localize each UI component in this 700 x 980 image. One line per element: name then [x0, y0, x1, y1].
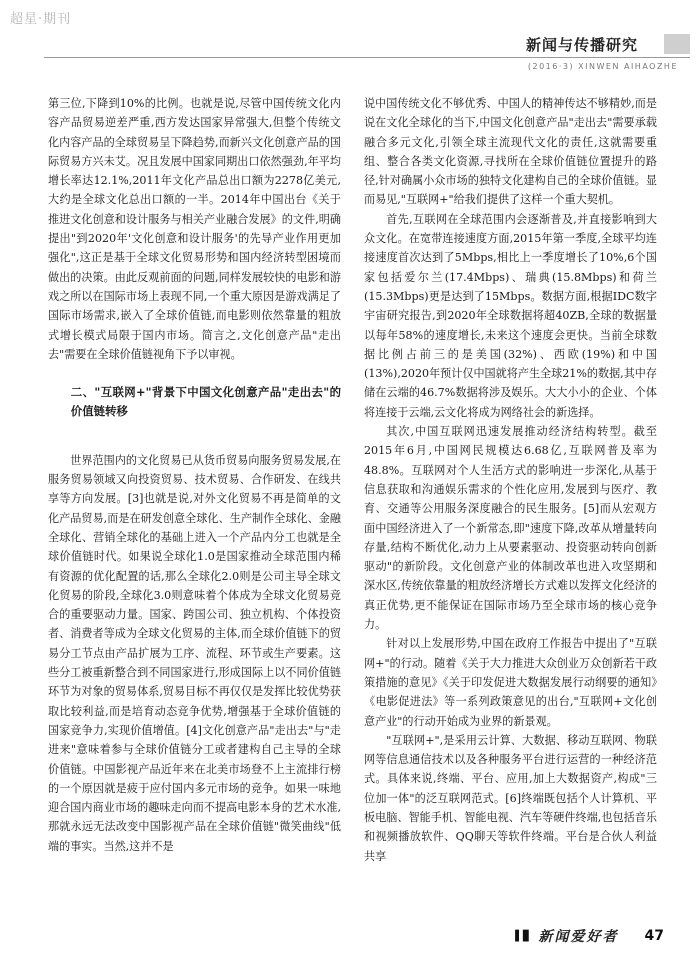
left-column: [48, 94, 341, 856]
paragraph: 其次,中国互联网迅速发展推动经济结构转型。截至2015年6月,中国网民规模达6.68亿,互联网普及率为48.8%。互联网对个人生活方式的影响进一步深化,从基于信息获取和沟通娱乐需求的个性化应用,发展到与医疗、教育、交通等公用服务深度融合的民生服务。[5]而从宏观方面中国经济进入了一个新常态,即"速度下降,改革从增量转向存量,结构不断优化,动力上从要素驱动、投资驱动转向创新驱动"的新阶段。文化创意产业的体制改革也进入攻坚期和深水区,传统依靠量的粗放经济增长方式难以发挥文化经济的真正优势,更不能保证在国际市场乃至全球市场的核心竞争力。: [364, 425, 657, 632]
journal-brand: 超星·期刊: [10, 12, 72, 27]
page-number: 47: [644, 928, 664, 944]
journal-title: 新闻与传播研究: [525, 36, 638, 54]
paragraph: "互联网+",是采用云计算、大数据、移动互联网、物联网等信息通信技术以及各种服务平台进行运营的一种经济范式。具体来说,终端、平台、应用,加上大数据资产,构成"三位加一体"的泛互联网范式。[6]终端既包括个人计算机、平板电脑、智能手机、智能电视、汽车等硬件终端,也包括音乐和视频播放软件、QQ聊天等软件终端。平台是合伙人利益共享: [364, 733, 657, 863]
section-heading: 二、"互联网+"背景下中国文化创意产品"走出去"的价值链转移: [70, 385, 341, 419]
header-decoration: [664, 34, 690, 54]
header-rule: [44, 57, 690, 58]
paragraph: 世界范围内的文化贸易已从货币贸易向服务贸易发展,在服务贸易领域又向投资贸易、技术贸易、合作研发、在线共享等方向发展。[3]也就是说,对外文化贸易不再是简单的文化产品贸易,而是在研发创意全球化、生产制作全球化、金融全球化、营销全球化的基础上进入一个产品内分工也就是全球价值链时代。如果说全球化1.0是国家推动全球范围内稀有资源的优化配置的话,那么全球化2.0则是公司主导全球文化贸易的阶段,全球化3.0则意味着个体成为全球文化贸易竞合的重要驱动力量。国家、跨国公司、独立机构、个体投资者、消费者等成为全球文化贸易的主体,而全球价值链下的贸易分工节点由产品扩展为工序、流程、环节或生产要素。这些分工被重新整合到不同国家进行,形成国际上以不同价值链环节为对象的贸易体系,贸易目标不再仅仅是发挥比较优势获取比较利益,而是培育动态竞争优势,增强基于全球价值链的国家竞争力,实现价值增值。[4]文化创意产品"走出去"与"走进来"意味着参与全球价值链分工或者建构自己主导的全球价值链。中国影视产品近年来在北美市场登不上主流排行榜的一个原因就是疲于应付国内多元市场的竞争。如果一味地迎合国内商业市场的趣味走向而不提高电影本身的艺术水准,那就永远无法改变中国影视产品在全球价值链"微笑曲线"低端的事实。当然,这并不是: [48, 453, 341, 853]
page-footer: [515, 926, 664, 946]
magazine-mark-icon: ▌▊: [515, 930, 531, 942]
paragraph: 首先,互联网在全球范围内会逐渐普及,并直接影响到大众文化。在宽带连接速度方面,2015年第一季度,全球平均连接速度首次达到了5Mbps,相比上一季度增长了10%,6个国家包括爱尔兰(17.4Mbps)、瑞典(15.8Mbps)和荷兰(15.3Mbps)更是达到了15Mbps。数据方面,根据IDC数字宇宙研究报告,到2020年全球数据将超40ZB,全球的数据量以每年58%的速度增长,未来这个速度会更快。当前全球数据比例占前三的是美国(32%)、西欧(19%)和中国(13%),2020年预计仅中国就将产生全球21%的数据,其中存储在云端的46.7%数据将涉及娱乐。大大小小的企业、个体将连接于云端,云文化将成为网络社会的新选择。: [364, 212, 657, 419]
paragraph: 第三位,下降到10%的比例。也就是说,尽管中国传统文化内容产品贸易逆差严重,西方发达国家异常强大,但整个传统文化内容产品的全球贸易呈下降趋势,而新兴文化创意产品的国际贸易方兴未艾。况且发展中国家同期出口依然强劲,年平均增长率达12.1%,2011年文化产品总出口额为2278亿美元,大约是全球文化总出口额的一半。2014年中国出台《关于推进文化创意和设计服务与相关产业融合发展》的文件,明确提出"到2020年'文化创意和设计服务'的先导产业作用更加强化",这正是基于全球文化贸易形势和国内经济转型困境而做出的决策。由此反观前面的问题,同样发展较快的电影和游戏之所以在国际市场上表现不同,一个重大原因是游戏满足了国际市场需求,嵌入了全球价值链,而电影则依然靠量的粗放式增长模式局限于国内市场。简言之,文化创意产品"走出去"需要在全球价值链视角下予以审视。: [48, 97, 341, 361]
issue-label: (2016·3) XINWEN AIHAOZHE: [527, 62, 678, 71]
right-column: [364, 94, 657, 866]
paragraph: 针对以上发展形势,中国在政府工作报告中提出了"互联网+"的行动。随着《关于大力推进大众创业万众创新若干政策措施的意见》《关于印发促进大数据发展行动纲要的通知》《电影促进法》等一系列政策意见的出台,"互联网+文化创意产业"的行动开始成为业界的新景观。: [364, 637, 657, 728]
magazine-name: 新闻爱好者: [538, 929, 619, 945]
paragraph: 说中国传统文化不够优秀、中国人的精神传达不够精妙,而是说在文化全球化的当下,中国文化创意产品"走出去"需要承载融合多元文化,引领全球主流现代文化的责任,这就需要重组、整合各类文化资源,寻找所在全球价值链位置提升的路径,针对确属小众市场的独特文化建构自己的全球价值链。显而易见,"互联网+"给我们提供了这样一个重大契机。: [364, 97, 657, 207]
